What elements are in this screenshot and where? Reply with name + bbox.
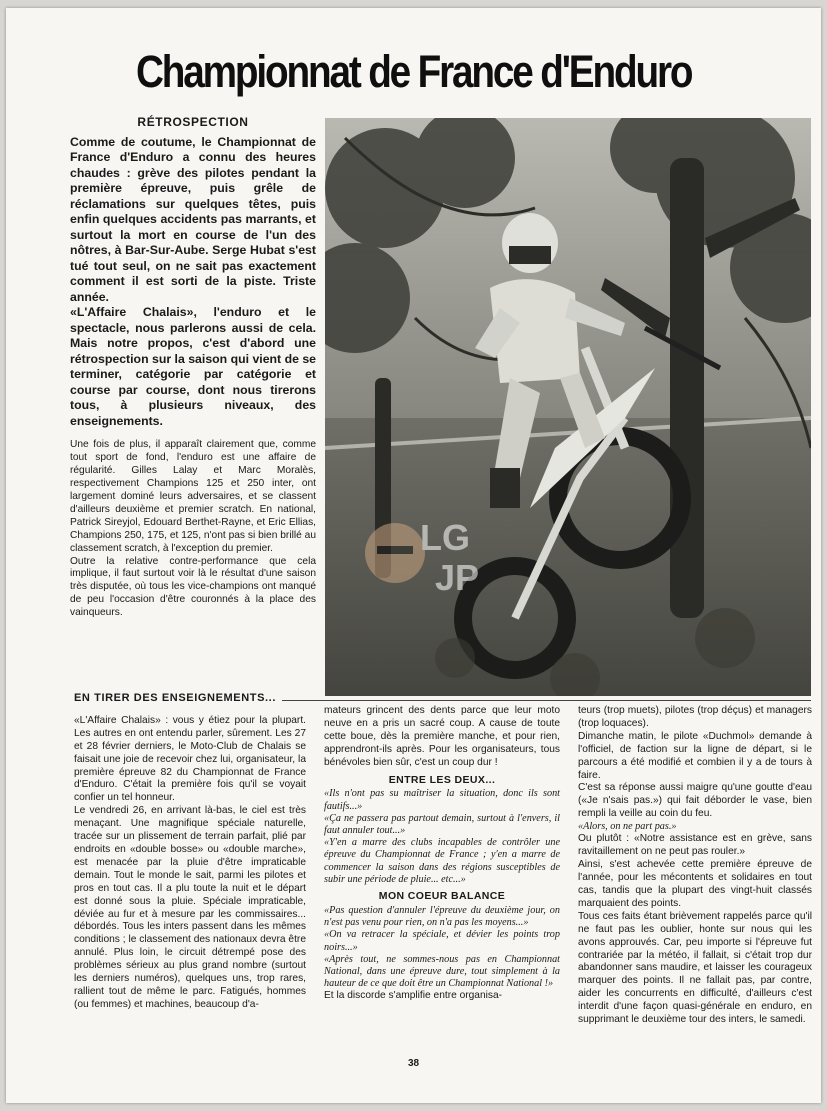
quote: «Y'en a marre des clubs incapables de contrôler une épreuve du Championnat de France ; y'en a marre de commencer la saison dans des régions susceptibles de subir une période de pluie... etc...»	[324, 837, 560, 885]
body-paragraph: Ou plutôt : «Notre assistance est en grève, sans ravitaillement on ne peut pas rouler.»	[578, 833, 812, 858]
watermark-line1: LG	[420, 517, 470, 558]
photo-illustration	[325, 118, 811, 696]
lessons-heading: EN TIRER DES ENSEIGNEMENTS...	[74, 692, 282, 705]
enduro-rider-photo	[325, 118, 811, 696]
body-paragraph: Ainsi, s'est achevée cette première épreuve de l'année, pour les mécontents et solidaires en tout cas, tandis que la plupart des vingt-huit classés marquaient des points.	[578, 859, 812, 909]
lessons-column-1	[74, 692, 306, 1012]
retrospection-body	[70, 439, 316, 620]
heart-heading: MON COEUR BALANCE	[378, 890, 506, 903]
quote: «On va retracer la spéciale, et dévier les points trop noirs...»	[324, 929, 560, 953]
body-paragraph: Dimanche matin, le pilote «Duchmol» demande à l'officiel, de faction sur la ligne de départ, si le parcours a été modifié et combien il y a de tours à faire.	[578, 730, 812, 781]
magazine-page	[6, 8, 821, 1103]
page-title: Championnat de France d'Enduro	[136, 46, 692, 97]
intro-paragraph: «L'Affaire Chalais», l'enduro et le spectacle, nous parlerons aussi de cela. Mais notre propos, c'est d'abord une rétrospection sur la saison qui vient de se terminer, catégorie par catégorie et course par course, dont nous tirerons tous, à plusieurs niveaux, des enseignements.	[70, 305, 317, 428]
body-paragraph: Et la discorde s'amplifie entre organisa-	[324, 990, 503, 1002]
page-number: 38	[407, 1058, 420, 1069]
lessons-column-3	[578, 705, 812, 1027]
retrospection-heading: RÉTROSPECTION	[137, 115, 249, 129]
body-paragraph: teurs (trop muets), pilotes (trop déçus) et managers (trop loquaces).	[578, 705, 812, 729]
quote: «Alors, on ne part pas.»	[578, 821, 677, 833]
body-paragraph: Outre la relative contre-performance que cela implique, il faut surtout voir là le résultat d'une saison très disputée, où tous les vice-champions ont manqué de peu l'occasion d'être couronnés à la place des vainqueurs.	[70, 555, 316, 619]
watermark-line2: JP	[435, 557, 480, 598]
body-paragraph: Tous ces faits étant brièvement rappelés parce qu'il ne faut pas les oublier, honte sur nous qui les avons approuvés. Car, peu importe si l'épreuve fut contrariée par la météo, il fallait, si c'était trop dur abandonner sans maudire, et laisser les courageux marquer des points. Il ne fallait pas, par contre, aider les concurrents en difficulté, d'ailleurs c'est interdit d'une façon quasi-générale en enduro, en supprimant le deuxième tour des inters, le samedi.	[578, 910, 812, 1026]
body-paragraph: Le vendredi 26, en arrivant là-bas, le ciel est très menaçant. Une magnifique spéciale naturelle, tracée sur un plissement de terrain parfait, plié par endroits en «double bosse» ou «double marche», est menacée par la pluie d'être impraticable demain. Tout le monde le sait, parmi les pilotes et pros en tout cas. Il a plu toute la nuit et le départ est donné sous la pluie. Spéciale impraticable, déviée au fur et à mesure par les commissaires... débordés. Tous les inters passent dans les mêmes conditions ; le classement des nationaux devra être annulé. Plus loin, le circuit détrempé pose des problèmes sérieux au plus grand nombre (surtout les derniers numéros), quelques uns, trop rares, rallient tout de même le parc. Fatigués, hommes (ou femmes) et machines, beaucoup d'a-	[74, 805, 306, 1010]
quote: «Après tout, ne sommes-nous pas en Championnat National, dans une épreuve dure, tout simplement à la hauteur de ce que doit être un Championnat National !»	[324, 953, 560, 990]
body-paragraph: C'est sa réponse aussi maigre qu'une goutte d'eau («Je n'sais pas.») qui fait déborder le vase, bien rempli la veille au coin du feu.	[578, 782, 812, 820]
quote: «Ça ne passera pas partout demain, surtout à l'envers, il faut annuler tout...»	[324, 812, 560, 837]
between-heading: ENTRE LES DEUX...	[388, 773, 496, 786]
lessons-body-1	[74, 715, 306, 1012]
retrospection-column	[70, 116, 316, 620]
quote: «Ils n'ont pas su maîtriser la situation, donc ils sont fautifs...»	[324, 788, 560, 812]
body-paragraph: Une fois de plus, il apparaît clairement que, comme tout sport de fond, l'enduro est une affaire de régularité. Gilles Lalay et Marc Moralès, respectivement Champions 125 et 250 inter, ont largement dominé leurs adversaires, et se classent d'ailleurs deuxième et premier scratch. En national, Patrick Sireyjol, Edouard Berthet-Rayne, et Eric Ellias, Champions 250, 175, et 125, n'ont pas si bien brillé au classement scratch, à l'exception du premier.	[70, 439, 316, 554]
lessons-column-2	[324, 705, 560, 1003]
body-paragraph: mateurs grincent des dents parce que leur moto neuve en a pris un sacré coup. A cause de toute cette boue, dès la première manche, et pour rien, apprendront-ils après. Pour les organisateurs, tous bénévoles bien sûr, c'est un coup dur !	[324, 705, 560, 768]
intro-paragraph: Comme de coutume, le Championnat de France d'Enduro a connu des heures chaudes : grève des pilotes pendant la première épreuve, puis grêle de réclamations sur quelques têtes, puis enfin quelques accidents pas marrants, et surtout la mort en course de l'un des nôtres, à Bar-Sur-Aube. Serge Hubat s'est tué tout seul, on ne sait pas exactement comment il est sorti de la piste. Triste année.	[70, 134, 316, 304]
quote: «Pas question d'annuler l'épreuve du deuxième jour, on n'est pas venu pour rien, on n'a pas les moyens...»	[324, 904, 560, 929]
body-paragraph: «L'Affaire Chalais» : vous y étiez pour la plupart. Les autres en ont entendu parler, sûrement. Les 27 et 28 février derniers, le Moto-Club de Chalais se faisait une joie de recevoir chez lui, organisateur, la première épreuve 82 du Championnat de France d'Enduro. C'était la première fois qu'il se voyait confier un tel honneur.	[74, 714, 306, 804]
retrospection-intro	[70, 135, 316, 430]
